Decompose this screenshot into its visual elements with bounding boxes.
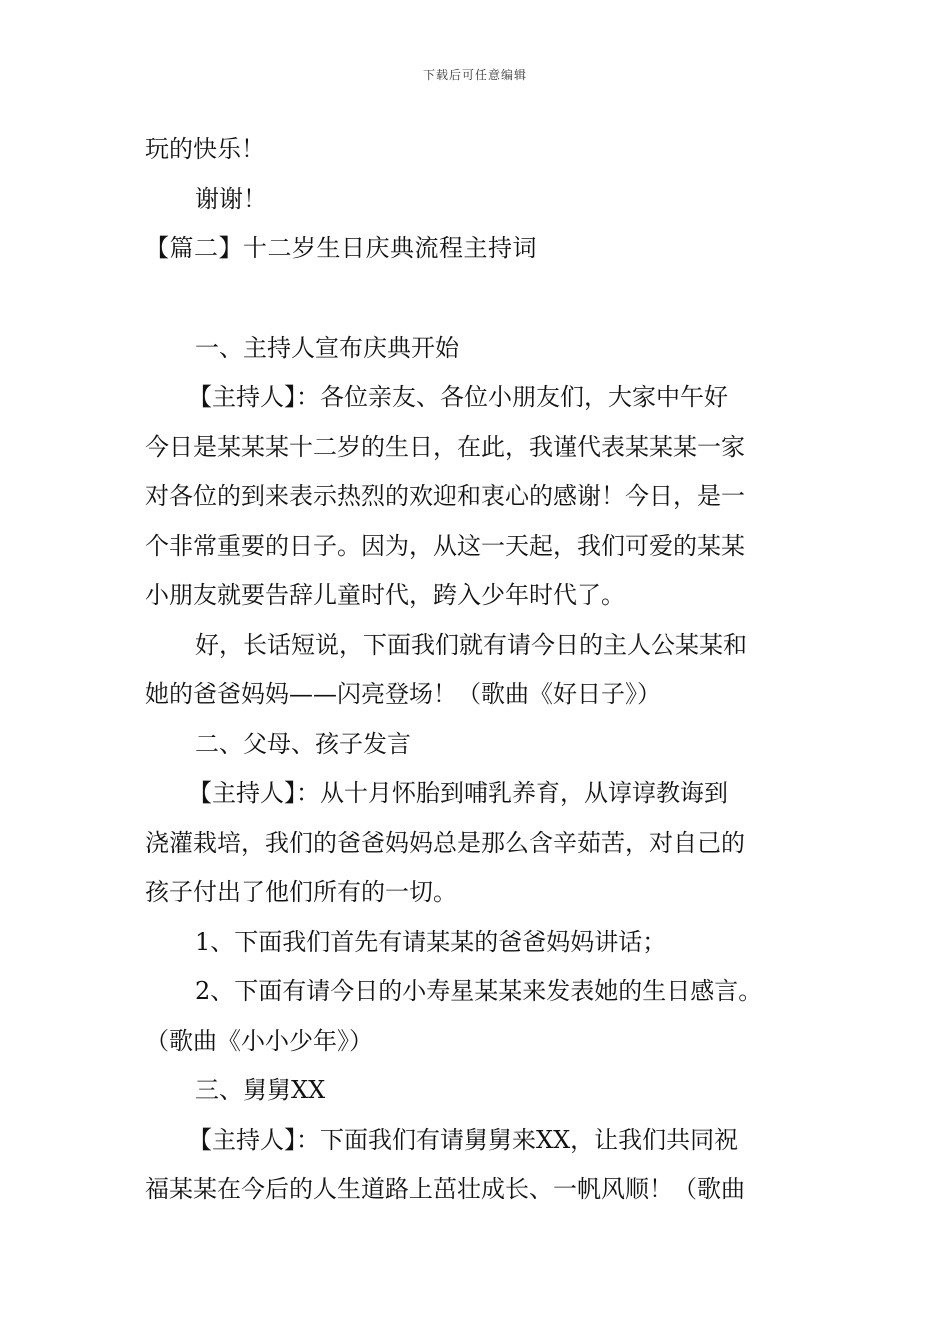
paragraph-line: 好，长话短说，下面我们就有请今日的主人公某某和 xyxy=(195,630,747,659)
paragraph-line: 对各位的到来表示热烈的欢迎和衷心的感谢！今日，是一 xyxy=(145,482,745,510)
section-heading: 一、主持人宣布庆典开始 xyxy=(195,333,459,362)
paragraph-line: 浇灌栽培，我们的爸爸妈妈总是那么含辛茹苦，对自己的 xyxy=(145,828,745,857)
article-heading: 【篇二】十二岁生日庆典流程主持词 xyxy=(145,234,537,262)
paragraph-line: 谢谢！ xyxy=(195,184,267,213)
list-item: 1、下面我们首先有请某某的爸爸妈妈讲话； xyxy=(195,927,667,956)
paragraph-line: （歌曲《小小少年》） xyxy=(145,1026,373,1055)
paragraph-line: 她的爸爸妈妈——闪亮登场！（歌曲《好日子》） xyxy=(145,680,661,708)
paragraph-line: 个非常重要的日子。因为，从这一天起，我们可爱的某某 xyxy=(145,531,745,560)
paragraph-line: 福某某在今后的人生道路上茁壮成长、一帆风顺！（歌曲 xyxy=(145,1175,745,1203)
paragraph-line: 孩子付出了他们所有的一切。 xyxy=(145,878,457,906)
paragraph-line: 【主持人】：下面我们有请舅舅来XX，让我们共同祝 xyxy=(188,1125,739,1154)
section-heading: 三、舅舅XX xyxy=(195,1076,326,1104)
paragraph-line: 今日是某某某十二岁的生日，在此，我谨代表某某某一家 xyxy=(145,432,745,461)
page-header-note: 下载后可任意编辑 xyxy=(422,68,527,82)
paragraph-line: 小朋友就要告辞儿童时代，跨入少年时代了。 xyxy=(145,581,625,609)
list-item: 2、下面有请今日的小寿星某某来发表她的生日感言。 xyxy=(195,977,763,1005)
blank-line xyxy=(145,274,815,324)
paragraph-line: 【主持人】：各位亲友、各位小朋友们，大家中午好 xyxy=(188,383,728,411)
document-body xyxy=(145,125,815,1215)
section-heading: 二、父母、孩子发言 xyxy=(195,729,411,758)
paragraph-line: 玩的快乐！ xyxy=(145,135,265,163)
paragraph-line: 【主持人】：从十月怀胎到哺乳养育，从谆谆教诲到 xyxy=(188,779,728,807)
